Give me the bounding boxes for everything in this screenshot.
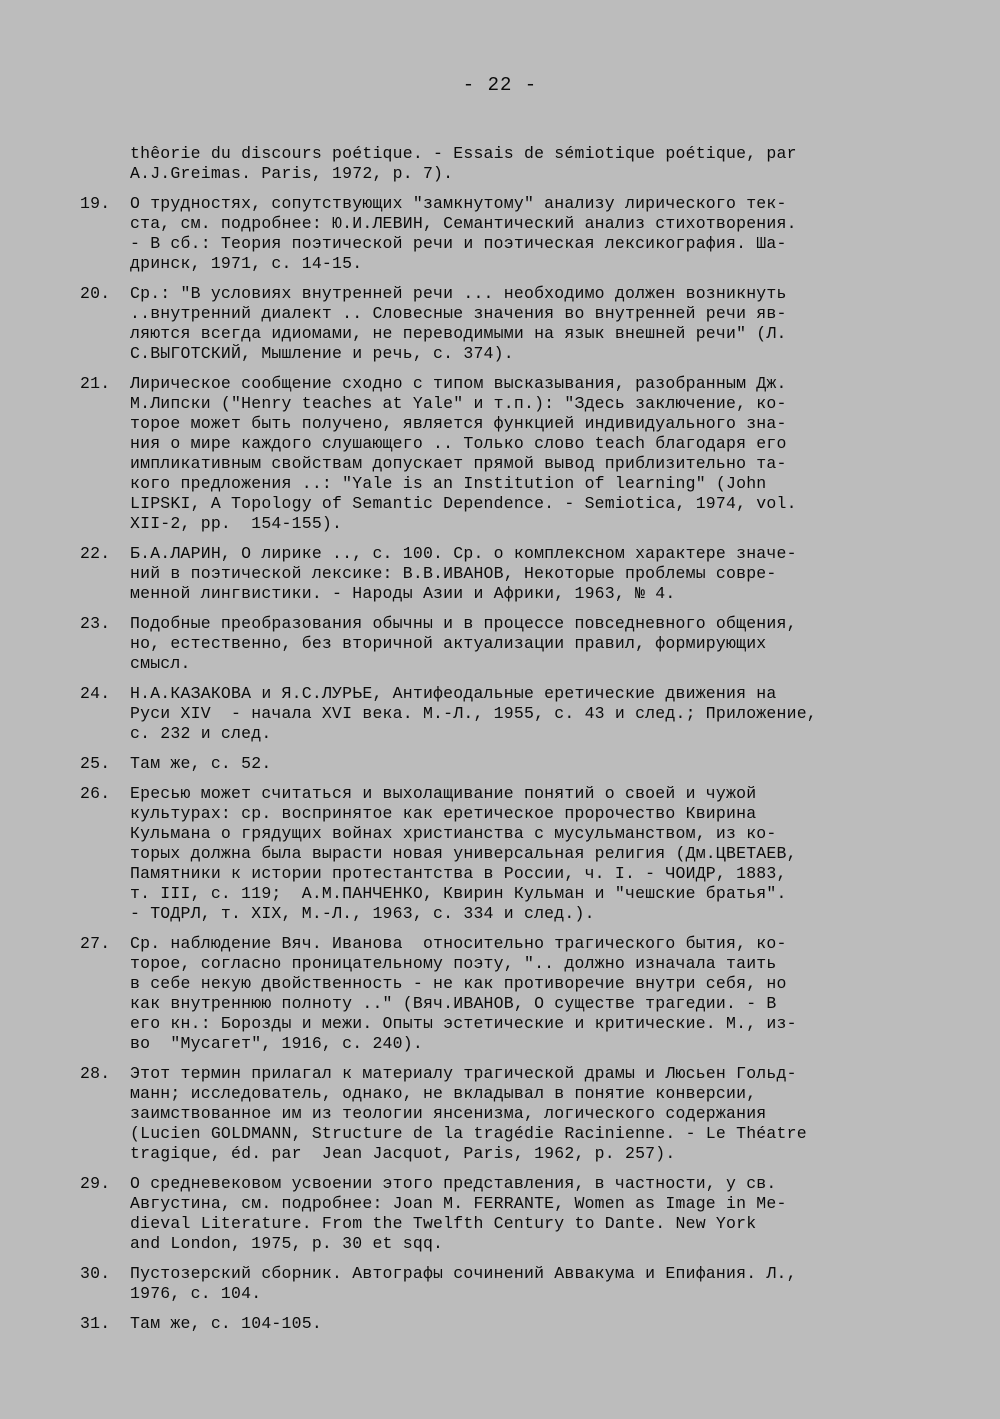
note-number: 23. bbox=[80, 614, 111, 633]
note-text-line: ляются всегда идиомами, не переводимыми на язык внешней речи" (Л. bbox=[130, 324, 787, 343]
note-text-line: О средневековом усвоении этого представления, в частности, у св. bbox=[130, 1174, 777, 1193]
note-text-line: кого предложения ..: "Yale is an Institution of learning" (John bbox=[130, 474, 767, 493]
note-text-line: Пустозерский сборник. Автографы сочинений Аввакума и Епифания. Л., bbox=[130, 1264, 797, 1283]
note-text-line: торое, согласно проницательному поэту, ".. должно изначала таить bbox=[130, 954, 777, 973]
note-text-line: 1976, с. 104. bbox=[130, 1284, 262, 1303]
page-number: - 22 - bbox=[462, 74, 538, 96]
note-text-line: С.ВЫГОТСКИЙ, Мышление и речь, с. 374). bbox=[130, 344, 514, 363]
note-text-line: Ср.: "В условиях внутренней речи ... необходимо должен возникнуть bbox=[130, 284, 787, 303]
note-text-line: ния о мире каждого слушающего .. Только слово teach благодаря его bbox=[130, 434, 787, 453]
note-number: 20. bbox=[80, 284, 111, 303]
note-text-line: во "Мусагет", 1916, с. 240). bbox=[130, 1034, 423, 1053]
note-text-line: Подобные преобразования обычны и в процессе повседневного общения, bbox=[130, 614, 797, 633]
note-text-line: менной лингвистики. - Народы Азии и Африки, 1963, № 4. bbox=[130, 584, 676, 603]
note-number: 26. bbox=[80, 784, 111, 803]
note-item bbox=[80, 284, 930, 364]
note-text-line: Руси XIV - начала XVI века. М.-Л., 1955, с. 43 и след.; Приложение, bbox=[130, 704, 817, 723]
note-text-line: - ТОДРЛ, т. XIX, М.-Л., 1963, с. 334 и след.). bbox=[130, 904, 595, 923]
note-text-line: Памятники к истории протестантства в России, ч. I. - ЧОИДР, 1883, bbox=[130, 864, 787, 883]
note-number: 27. bbox=[80, 934, 111, 953]
note-number: 31. bbox=[80, 1314, 111, 1333]
note-number: 28. bbox=[80, 1064, 111, 1083]
note-item bbox=[80, 684, 930, 744]
notes-list bbox=[80, 144, 930, 1344]
note-number: 29. bbox=[80, 1174, 111, 1193]
note-text-line: Б.А.ЛАРИН, О лирике .., с. 100. Ср. о комплексном характере значе- bbox=[130, 544, 797, 563]
note-text-line: tragique, éd. par Jean Jacquot, Paris, 1962, p. 257). bbox=[130, 1144, 676, 1163]
note-text-line: ний в поэтической лексике: В.В.ИВАНОВ, Некоторые проблемы совре- bbox=[130, 564, 777, 583]
note-text-line: XII-2, pp. 154-155). bbox=[130, 514, 343, 533]
note-text-line: Этот термин прилагал к материалу трагической драмы и Люсьен Гольд- bbox=[130, 1064, 797, 1083]
note-text-line: как внутреннюю полноту .." (Вяч.ИВАНОВ, О существе трагедии. - В bbox=[130, 994, 777, 1013]
note-item bbox=[80, 784, 930, 924]
note-text-line: (Lucien GOLDMANN, Structure de la tragédie Racinienne. - Le Théatre bbox=[130, 1124, 807, 1143]
note-number: 22. bbox=[80, 544, 111, 563]
note-text-line: Там же, с. 104-105. bbox=[130, 1314, 322, 1333]
note-number: 30. bbox=[80, 1264, 111, 1283]
note-number: 19. bbox=[80, 194, 111, 213]
note-number: 25. bbox=[80, 754, 111, 773]
note-text-line: Лирическое сообщение сходно с типом высказывания, разобранным Дж. bbox=[130, 374, 787, 393]
note-text-line: торое может быть получено, является функцией индивидуального зна- bbox=[130, 414, 787, 433]
note-item bbox=[80, 374, 930, 534]
note-text-line: О трудностях, сопутствующих "замкнутому" анализу лирического тек- bbox=[130, 194, 787, 213]
note-text-line: Ср. наблюдение Вяч. Иванова относительно трагического бытия, ко- bbox=[130, 934, 787, 953]
note-text-line: thêorie du discours poétique. - Essais de sémiotique poétique, par bbox=[130, 144, 797, 163]
note-text-line: М.Липски ("Henry teaches at Yale" и т.п.): "Здесь заключение, ко- bbox=[130, 394, 787, 413]
note-item bbox=[80, 934, 930, 1054]
note-text-line: с. 232 и след. bbox=[130, 724, 272, 743]
note-item bbox=[80, 754, 930, 774]
note-text-line: его кн.: Борозды и межи. Опыты эстетические и критические. М., из- bbox=[130, 1014, 797, 1033]
note-item bbox=[80, 1314, 930, 1334]
note-text-line: Ересью может считаться и выхолащивание понятий о своей и чужой bbox=[130, 784, 757, 803]
note-text-line: заимствованное им из теологии янсенизма, логического содержания bbox=[130, 1104, 767, 1123]
note-text-line: Кульмана о грядущих войнах христианства с мусульманством, из ко- bbox=[130, 824, 777, 843]
note-item bbox=[80, 1174, 930, 1254]
note-text-line: dieval Literature. From the Twelfth Century to Dante. New York bbox=[130, 1214, 757, 1233]
note-text-line: ста, см. подробнее: Ю.И.ЛЕВИН, Семантический анализ стихотворения. bbox=[130, 214, 797, 233]
note-text-line: импликативным свойствам допускает прямой вывод приблизительно та- bbox=[130, 454, 787, 473]
note-text-line: LIPSKI, A Topology of Semantic Dependence. - Semiotica, 1974, vol. bbox=[130, 494, 797, 513]
note-text-line: в себе некую двойственность - не как противоречие внутри себя, но bbox=[130, 974, 787, 993]
note-item bbox=[80, 1264, 930, 1304]
note-text-line: культурах: ср. воспринятое как еретическое пророчество Квирина bbox=[130, 804, 757, 823]
note-text-line: смысл. bbox=[130, 654, 191, 673]
note-text-line: - В сб.: Теория поэтической речи и поэтическая лексикография. Ша- bbox=[130, 234, 787, 253]
note-text-line: манн; исследователь, однако, не вкладывал в понятие конверсии, bbox=[130, 1084, 757, 1103]
note-text-line: and London, 1975, p. 30 et sqq. bbox=[130, 1234, 444, 1253]
note-item bbox=[80, 1064, 930, 1164]
note-text-line: торых должна была вырасти новая универсальная религия (Дм.ЦВЕТАЕВ, bbox=[130, 844, 797, 863]
note-item bbox=[80, 144, 930, 184]
note-text-line: Там же, с. 52. bbox=[130, 754, 272, 773]
note-item bbox=[80, 544, 930, 604]
note-number: 21. bbox=[80, 374, 111, 393]
note-text-line: ..внутренний диалект .. Словесные значения во внутренней речи яв- bbox=[130, 304, 787, 323]
note-text-line: т. III, с. 119; А.М.ПАНЧЕНКО, Квирин Кульман и "чешские братья". bbox=[130, 884, 787, 903]
note-text-line: Августина, см. подробнее: Joan M. FERRANTE, Women as Image in Me- bbox=[130, 1194, 787, 1213]
note-text-line: но, естественно, без вторичной актуализации правил, формирующих bbox=[130, 634, 767, 653]
note-text-line: Н.А.КАЗАКОВА и Я.С.ЛУРЬЕ, Антифеодальные еретические движения на bbox=[130, 684, 777, 703]
note-number: 24. bbox=[80, 684, 111, 703]
note-item bbox=[80, 194, 930, 274]
note-item bbox=[80, 614, 930, 674]
note-text-line: дринск, 1971, с. 14-15. bbox=[130, 254, 363, 273]
note-text-line: A.J.Greimas. Paris, 1972, p. 7). bbox=[130, 164, 454, 183]
